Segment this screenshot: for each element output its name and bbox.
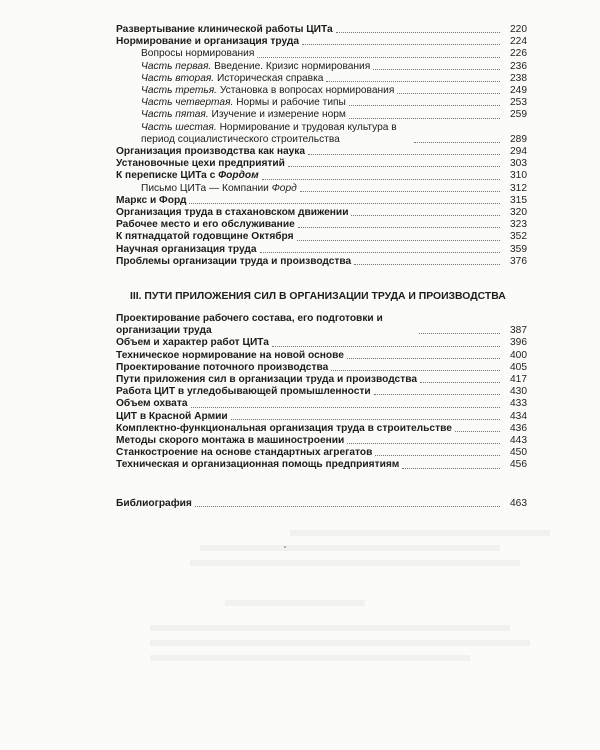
page-number: 323 (510, 219, 527, 231)
toc-section-3 (116, 313, 527, 472)
entry-title: Объем и характер работ ЦИТа (116, 337, 269, 349)
page-number: 303 (510, 158, 527, 170)
entry-title-italic: Фордом (218, 170, 259, 182)
entry-title-text: К переписке ЦИТа с (116, 170, 216, 182)
page-number: 238 (510, 72, 527, 84)
dot-leader (326, 81, 500, 82)
page-number: 359 (510, 243, 527, 255)
toc-entry[interactable] (116, 97, 527, 109)
page-number: 417 (510, 374, 527, 386)
dot-leader (336, 32, 500, 33)
entry-title (141, 85, 394, 97)
dot-leader (414, 142, 500, 143)
page-number: 224 (510, 36, 527, 48)
dot-leader (302, 44, 500, 45)
toc-entry[interactable] (116, 423, 527, 435)
dot-leader (260, 252, 501, 253)
toc-entry[interactable] (116, 73, 527, 85)
dot-leader (354, 264, 500, 265)
entry-title: ЦИТ в Красной Армии (116, 410, 228, 422)
entry-title: Техническая и организационная помощь предприятиям (116, 459, 400, 471)
show-through-shadow (150, 625, 510, 631)
entry-title: Техническое нормирование на новой основе (116, 349, 344, 361)
entry-title: Проектирование поточного производства (116, 361, 329, 373)
toc-entry[interactable] (116, 109, 527, 121)
dot-leader (300, 191, 500, 192)
entry-part-label: Часть вторая. (141, 72, 215, 84)
page-number: 226 (510, 48, 527, 60)
toc-entry[interactable] (116, 459, 527, 471)
dot-leader (231, 419, 500, 420)
toc-entry[interactable] (116, 374, 527, 386)
entry-title: Станкостроение на основе стандартных агрегатов (116, 447, 373, 459)
toc-entry[interactable] (116, 256, 527, 268)
entry-title: Библиография (116, 498, 192, 509)
entry-part-label: Часть третья. (141, 85, 217, 97)
entry-part-label: Часть шестая. (141, 121, 217, 133)
page-number: 405 (510, 361, 527, 373)
entry-title: Организация производства как наука (116, 146, 306, 158)
toc-bibliography (116, 498, 527, 510)
page-number: 376 (510, 255, 527, 267)
toc-entry[interactable] (116, 411, 527, 423)
dot-leader (397, 93, 500, 94)
dot-leader (347, 443, 500, 444)
entry-title (141, 183, 297, 195)
dot-leader (298, 227, 500, 228)
show-through-shadow (290, 530, 550, 536)
dot-leader (420, 382, 500, 383)
page-number: 450 (510, 447, 527, 459)
entry-title (141, 73, 323, 85)
toc-entry[interactable] (116, 122, 527, 146)
entry-part-label: Часть первая. (141, 60, 212, 72)
toc-entry[interactable] (116, 244, 527, 256)
toc-section-1 (116, 24, 527, 268)
entry-title: К пятнадцатой годовщине Октября (116, 231, 294, 243)
page-number: 434 (510, 410, 527, 422)
entry-title-text: Нормирование и трудовая культура в период социалистического строительства (141, 121, 397, 145)
dot-leader (347, 358, 500, 359)
toc-entry[interactable] (116, 207, 527, 219)
entry-title-text: Введение. Кризис нормирования (214, 60, 371, 72)
dot-leader (373, 69, 500, 70)
toc-entry[interactable] (116, 350, 527, 362)
entry-title-text: Изучение и измерение норм (211, 109, 346, 121)
dot-leader (308, 154, 500, 155)
dot-leader (402, 468, 500, 469)
entry-part-label: Часть четвертая. (141, 97, 234, 109)
dot-leader (375, 455, 500, 456)
dot-leader (374, 394, 500, 395)
dot-leader (189, 203, 500, 204)
toc-entry[interactable] (116, 231, 527, 243)
entry-title: Рабочее место и его обслуживание (116, 219, 295, 231)
entry-title: Маркс и Форд (116, 194, 187, 206)
dot-leader (272, 346, 500, 347)
entry-title: Пути приложения сил в организации труда и производства (116, 374, 417, 386)
show-through-shadow (150, 655, 470, 661)
page-number: 310 (510, 170, 527, 182)
page-number: 433 (510, 398, 527, 410)
dot-leader (257, 57, 500, 58)
toc-entry[interactable] (116, 48, 527, 60)
toc-entry[interactable] (116, 85, 527, 97)
page-number: 463 (510, 498, 527, 509)
page-number: 315 (510, 194, 527, 206)
dot-leader (297, 240, 500, 241)
page-number: 400 (510, 349, 527, 361)
toc-entry[interactable] (116, 36, 527, 48)
toc-entry[interactable] (116, 313, 527, 337)
entry-title: Объем охвата (116, 398, 188, 410)
dot-leader (349, 105, 500, 106)
dot-leader (455, 431, 500, 432)
toc-entry[interactable] (116, 337, 527, 349)
entry-title: Методы скорого монтажа в машиностроении (116, 435, 345, 447)
dot-leader (349, 118, 500, 119)
entry-title (141, 61, 370, 73)
page-number: 289 (510, 133, 527, 145)
toc-entry[interactable] (116, 219, 527, 231)
entry-title-italic: Форд (271, 182, 297, 194)
dot-leader (331, 370, 500, 371)
entry-title: Проблемы организации труда и производства (116, 255, 352, 267)
toc-entry[interactable] (116, 24, 527, 36)
toc-entry[interactable] (116, 195, 527, 207)
show-through-shadow (150, 640, 530, 646)
entry-title-text: Письмо ЦИТа — Компании (141, 182, 269, 194)
toc-entry[interactable] (116, 362, 527, 374)
page-number: 294 (510, 146, 527, 158)
entry-part-label: Часть пятая. (141, 109, 209, 121)
entry-title: Работа ЦИТ в угледобывающей промышленности (116, 386, 371, 398)
show-through-shadow (200, 545, 500, 551)
toc-entry[interactable] (116, 498, 527, 510)
entry-title (141, 109, 346, 121)
page-number: 253 (510, 97, 527, 109)
page-number: 387 (510, 325, 527, 337)
toc-entry[interactable] (116, 447, 527, 459)
entry-title-text: Нормы и рабочие типы (236, 97, 346, 109)
show-through-shadow (225, 600, 365, 606)
entry-title (116, 170, 259, 182)
entry-title: Комплектно-функциональная организация труда в строительстве (116, 422, 452, 434)
page-number: 249 (510, 85, 527, 97)
entry-title (141, 97, 346, 109)
section-3-heading: III. ПУТИ ПРИЛОЖЕНИЯ СИЛ В ОРГАНИЗАЦИИ ТРУДА И ПРОИЗВОДСТВА (130, 291, 506, 302)
page-number: 430 (510, 386, 527, 398)
entry-title: Проектирование рабочего состава, его подготовки и организации труда (116, 313, 383, 337)
toc-entry[interactable] (116, 61, 527, 73)
entry-title: Установочные цехи предприятий (116, 158, 285, 170)
entry-title: Вопросы нормирования (141, 48, 255, 60)
toc-entry[interactable] (116, 158, 527, 170)
page-number: 220 (510, 24, 527, 35)
toc-entry[interactable] (116, 435, 527, 447)
dot-leader (262, 179, 500, 180)
dot-leader (191, 407, 501, 408)
page-number: 312 (510, 182, 527, 194)
entry-title: Нормирование и организация труда (116, 36, 300, 48)
toc-entry[interactable] (116, 183, 527, 195)
dot-leader (351, 215, 500, 216)
page-number: 443 (510, 435, 527, 447)
dot-leader (419, 333, 500, 334)
page-number: 320 (510, 207, 527, 219)
entry-title-text: Историческая справка (216, 72, 324, 84)
entry-title: Развертывание клинической работы ЦИТа (116, 24, 333, 35)
page-number: 396 (510, 337, 527, 349)
page-number: 456 (510, 459, 527, 471)
page-number: 436 (510, 422, 527, 434)
dot-leader (195, 506, 500, 507)
toc-entry[interactable] (116, 170, 527, 182)
entry-title: Научная организация труда (116, 243, 257, 255)
toc-entry[interactable] (116, 386, 527, 398)
page-number: 236 (510, 60, 527, 72)
paper-speck (284, 546, 286, 548)
toc-entry[interactable] (116, 146, 527, 158)
show-through-shadow (190, 560, 520, 566)
page-number: 352 (510, 231, 527, 243)
entry-title: Организация труда в стахановском движении (116, 207, 349, 219)
entry-title (141, 122, 411, 146)
entry-title-text: Установка в вопросах нормирования (219, 85, 395, 97)
dot-leader (288, 166, 500, 167)
toc-entry[interactable] (116, 398, 527, 410)
page-number: 259 (510, 109, 527, 121)
